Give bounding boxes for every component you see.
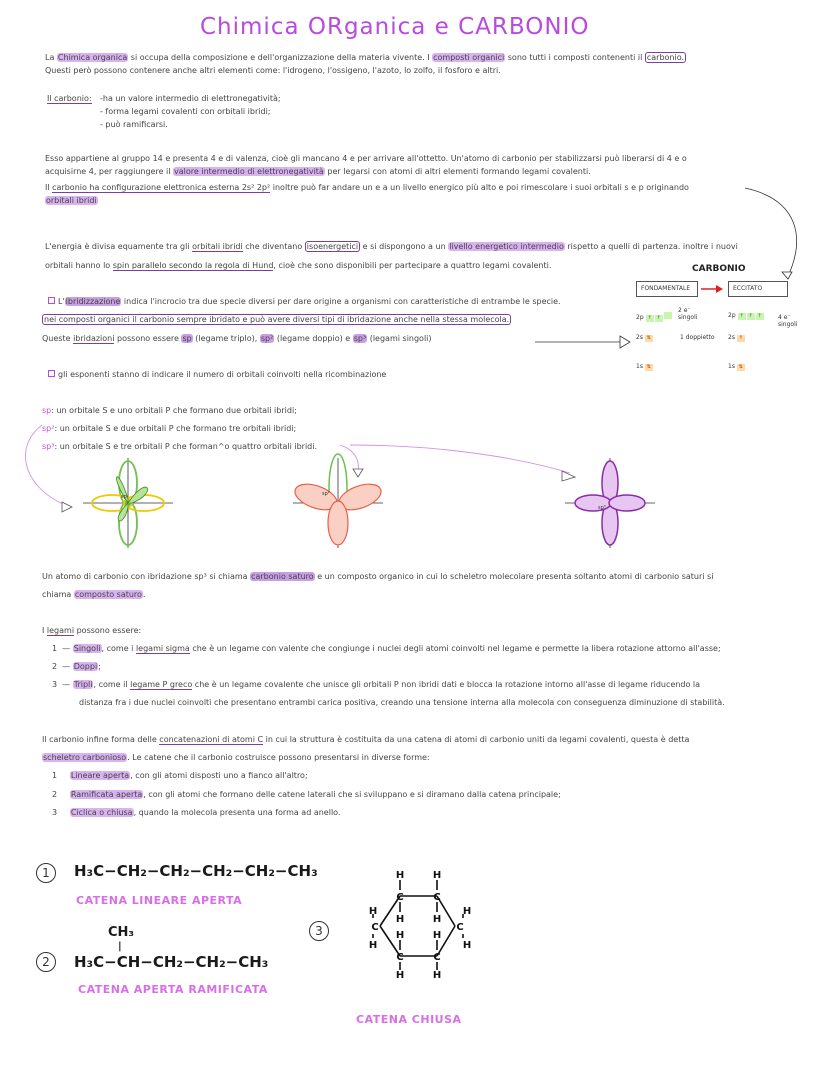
intro-line-1: La Chimica organica si occupa della composizione e dell'organizzazione della materia vivente. I composti organici sono tutti i composti contenenti il carbonio.	[45, 53, 685, 62]
legami-item-3: 3 — Tripli, come il legame P greco che è un legame covalente che unisce gli orbitali P non ibridi dati e blocca la rotazione intorno all'asse di legame riducendo la	[52, 680, 701, 689]
ibridazione-line-2: nei composti organici il carbonio sempre ibridato e può avere diversi tipi di ibridazione anche nella stessa molecola.	[44, 315, 510, 324]
ring-c4: C	[433, 952, 441, 963]
highlight-chimica-organica: Chimica organica	[57, 53, 128, 62]
row-2s-ecc: 2s ↑	[728, 334, 743, 341]
legami-item-2: 2 — Doppi;	[52, 662, 101, 671]
caption-branched: CATENA APERTA RAMIFICATA	[78, 983, 268, 996]
boxed-carbonio: carbonio.	[646, 53, 685, 62]
catena-item-2: 2 Ramificata aperta, con gli atomi che formano delle catene laterali che si sviluppano e si diramano dalla catena principale;	[52, 790, 561, 799]
cyclohexane-structure	[355, 868, 485, 978]
legami-intro: I legami possono essere:	[42, 626, 142, 635]
sp2-orbital-drawing	[292, 454, 385, 548]
row-2p-ecc: 2p ↑ ↑ ↑	[728, 312, 762, 319]
structure-number-3: 3	[309, 921, 329, 941]
ring-c6: C	[371, 922, 379, 933]
ring-h5: H	[395, 930, 405, 941]
ring-c3: C	[456, 922, 464, 933]
ring-h7: H	[395, 970, 405, 978]
ring-h12: H	[462, 940, 472, 951]
structure-number-1: 1	[36, 863, 56, 883]
formula-branch-top: CH₃	[108, 925, 135, 940]
carbonio-prop-1: -ha un valore intermedio di elettronegatività;	[100, 94, 281, 103]
row-1s-fond: 1s ⇅	[636, 363, 651, 370]
gruppo-line-4: orbitali ibridi	[46, 196, 97, 205]
gruppo-line-3: Il carbonio ha configurazione elettronica esterna 2s² 2p² inoltre può far andare un e a un livello energico più alto e poi rimescolare i suoi orbitali s e p originando	[45, 183, 689, 192]
ring-h11: H	[462, 906, 472, 917]
ring-c2: C	[433, 892, 441, 903]
formula-branched: H₃C−CH−CH₂−CH₂−CH₃	[74, 953, 269, 971]
ring-c1: C	[396, 892, 404, 903]
caption-closed: CATENA CHIUSA	[356, 1013, 462, 1026]
note-1-doppietto: 1 doppietto	[680, 334, 715, 341]
formula-linear: H₃C−CH₂−CH₂−CH₂−CH₂−CH₃	[74, 862, 318, 880]
highlight-composti-organici: composti organici	[433, 53, 505, 62]
saturo-line-2: chiama composto saturo.	[42, 590, 146, 599]
sp3-orbital-drawing	[565, 458, 655, 548]
legami-item-3-cont: distanza fra i due nuclei coinvolti che presentano entrambi carica positiva, creando una tensione interna alla molecola con conseguenza diminuzione di stabilità.	[79, 698, 725, 707]
ring-h8: H	[432, 970, 442, 978]
ring-h9: H	[368, 906, 378, 917]
sp-item-3: sp³: un orbitale S e tre orbitali P che forman^o quattro orbitali ibridi.	[42, 442, 318, 451]
orbital-diagrams	[10, 405, 670, 555]
orbital-label-sp2: sp²	[322, 491, 330, 497]
gruppo-line-1: Esso appartiene al gruppo 14 e presenta 4 e di valenza, cioè gli mancano 4 e per arrivare all'ottetto. Un'atomo di carbonio per stabilizzarsi può liberarsi di 4 e o	[45, 154, 687, 163]
orbital-label-sp3: sp³	[598, 505, 606, 511]
ring-h1: H	[395, 870, 405, 881]
arrow-right-icon	[700, 283, 724, 295]
gruppo-line-2: acquisirne 4, per raggiungere il valore intermedio di elettronegatività per legarsi con atomi di altri elementi formando legami covalenti.	[45, 167, 591, 176]
ring-h10: H	[368, 940, 378, 951]
carbonio-table-title: CARBONIO	[692, 264, 746, 274]
note-4e-singoli: 4 e⁻ singoli	[778, 314, 798, 328]
sp-item-2: sp²: un orbitale S e due orbitali P che formano tre orbitali ibridi;	[42, 424, 297, 433]
ring-c5: C	[396, 952, 404, 963]
saturo-line-1: Un atomo di carbonio con ibridazione sp³ si chiama carbonio saturo e un composto organico in cui lo scheletro molecolare presenta soltanto atomi di carbonio saturi si	[42, 572, 714, 581]
orbital-label-sp: sp	[121, 494, 127, 500]
note-2e-singoli: 2 e⁻ singoli	[678, 307, 698, 321]
col-fondamentale: FONDAMENTALE	[636, 281, 698, 297]
ring-h4: H	[432, 914, 442, 925]
ibridazione-line-1: L'ibridizzazione indica l'incrocio tra due specie diversi per dare origine a organismi con caratteristiche di entrambe le specie.	[48, 295, 561, 308]
row-2s-fond: 2s ⇅	[636, 334, 651, 341]
carbonio-prop-2: - forma legami covalenti con orbitali ibridi;	[100, 107, 271, 116]
ring-h2: H	[432, 870, 442, 881]
catena-line-2: scheletro carbonioso. Le catene che il carbonio costruisce possono presentarsi in diverse forme:	[43, 753, 430, 762]
intro-line-2: Questi però possono contenere anche altri elementi come: l'idrogeno, l'ossigeno, l'azoto, lo zolfo, il fosforo e altri.	[45, 66, 501, 75]
carbonio-label: Il carbonio:	[47, 94, 92, 103]
catena-item-3: 3 Ciclica o chiusa, quando la molecola presenta una forma ad anello.	[52, 808, 341, 817]
ring-h6: H	[432, 930, 442, 941]
catena-line-1: Il carbonio infine forma delle concatenazioni di atomi C in cui la struttura è costituita da una catena di atomi di carbonio uniti da legami covalenti, questa è detta	[42, 735, 690, 744]
branch-bond: |	[118, 941, 122, 952]
col-eccitato: ECCITATO	[728, 281, 788, 297]
legami-item-1: 1 — Singoli, come i legami sigma che è un legame con valente che congiunge i nuclei degli atomi coinvolti nel legame e permette la libera rotazione attorno all'asse;	[52, 644, 721, 653]
sp-item-1: sp: un orbitale S e uno orbitali P che formano due orbitali ibridi;	[42, 406, 297, 415]
ibridazione-note: gli esponenti stanno di indicare il numero di orbitali coinvolti nella ricombinazione	[48, 368, 386, 381]
connector-arrows	[530, 180, 828, 380]
sp-orbital-drawing	[83, 458, 173, 548]
energia-line-1: L'energia è divisa equamente tra gli orbitali ibridi che diventano isoenergetici e si dispongono a un livello energetico intermedio rispetto a quelli di partenza. inoltre i nuovi	[45, 242, 738, 251]
caption-linear: CATENA LINEARE APERTA	[76, 894, 243, 907]
ring-h3: H	[395, 914, 405, 925]
carbonio-prop-3: - può ramificarsi.	[100, 120, 168, 129]
page-title: Chimica ORganica e CARBONIO	[200, 14, 590, 40]
ibridazione-line-3: Queste ibridazioni possono essere sp (legame triplo), sp² (legame doppio) e sp³ (legami singoli)	[42, 334, 432, 343]
row-2p-fond: 2p ↑ ↑	[636, 312, 673, 322]
catena-item-1: 1 Lineare aperta, con gli atomi disposti uno a fianco all'altro;	[52, 771, 308, 780]
structure-number-2: 2	[36, 952, 56, 972]
row-1s-ecc: 1s ⇅	[728, 363, 743, 370]
energia-line-2: orbitali hanno lo spin parallelo secondo la regola di Hund, cioè che sono disponibili per partecipare a quattro legami covalenti.	[45, 261, 552, 270]
